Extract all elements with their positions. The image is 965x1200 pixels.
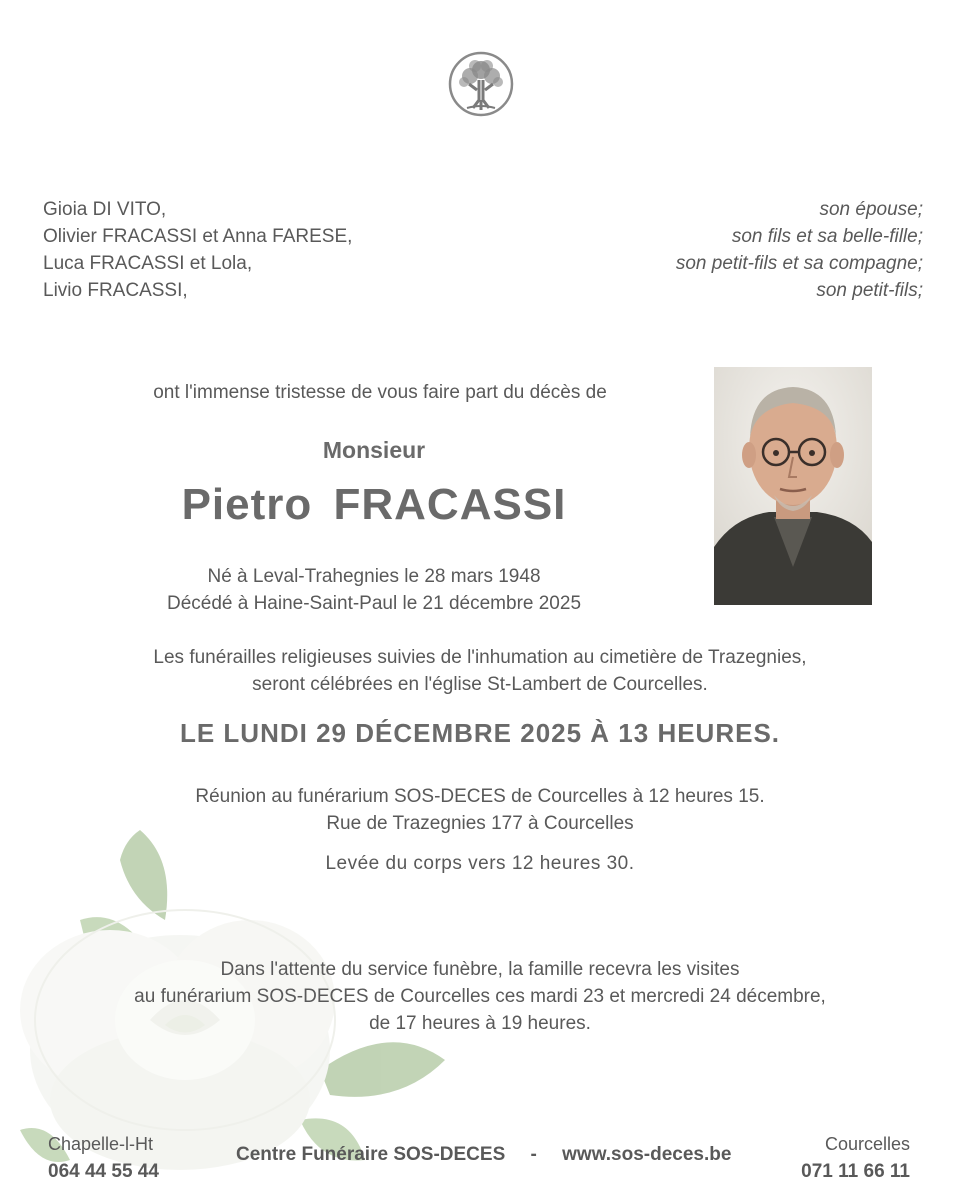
intro-text: ont l'immense tristesse de vous faire part du décès de — [153, 382, 607, 403]
visits-line: de 17 heures à 19 heures. — [369, 1013, 591, 1034]
office-town: Courcelles — [824, 1134, 910, 1154]
office-town: Chapelle-l-Ht — [48, 1134, 154, 1154]
death-line: Décédé à Haine-Saint-Paul le 21 décembre 2025 — [166, 593, 582, 614]
footer-separator: - — [530, 1144, 537, 1165]
birth-line: Né à Leval-Trahegnies le 28 mars 1948 — [207, 566, 541, 587]
family-member-relation: son fils et sa belle-fille; — [731, 226, 923, 247]
reunion-line: Réunion au funérarium SOS-DECES de Courcelles à 12 heures 15. — [195, 786, 765, 807]
tree-of-life-icon — [447, 50, 515, 118]
visits-line: Dans l'attente du service funèbre, la famille recevra les visites — [220, 959, 740, 980]
funeral-info — [40, 644, 920, 698]
life-dates — [60, 563, 688, 617]
family-row — [43, 277, 923, 304]
family-row — [43, 223, 923, 250]
family-member-relation: son petit-fils et sa compagne; — [675, 253, 923, 274]
funeral-line: Les funérailles religieuses suivies de l'inhumation au cimetière de Trazegnies, — [153, 647, 807, 668]
footer-company — [236, 1144, 731, 1166]
reunion-address: Rue de Trazegnies 177 à Courcelles — [326, 813, 634, 834]
visits-line: au funérarium SOS-DECES de Courcelles ces mardi 23 et mercredi 24 décembre, — [134, 986, 826, 1007]
family-list — [43, 196, 923, 304]
family-member-relation: son épouse; — [819, 199, 923, 220]
honorific-title: Monsieur — [322, 437, 426, 463]
family-member-name: Olivier FRACASSI et Anna FARESE, — [43, 226, 353, 247]
visits-info — [40, 956, 920, 1037]
family-member-name: Livio FRACASSI, — [43, 280, 188, 301]
deceased-name: Pietro FRACASSI — [181, 480, 567, 529]
family-member-name: Luca FRACASSI et Lola, — [43, 253, 253, 274]
family-member-name: Gioia DI VITO, — [43, 199, 167, 220]
ceremony-date: LE LUNDI 29 DÉCEMBRE 2025 À 13 HEURES. — [179, 718, 781, 748]
family-row — [43, 250, 923, 277]
office-phone: 071 11 66 11 — [801, 1161, 910, 1182]
company-name: Centre Funéraire SOS-DECES — [236, 1144, 506, 1165]
family-row — [43, 196, 923, 223]
body-removal-time: Levée du corps vers 12 heures 30. — [325, 853, 635, 874]
company-website[interactable]: www.sos-deces.be — [562, 1144, 732, 1165]
funeral-line: seront célébrées en l'église St-Lambert de Courcelles. — [252, 674, 708, 695]
footer-left-office — [48, 1134, 159, 1183]
footer-right-office — [790, 1134, 910, 1183]
office-phone: 064 44 55 44 — [48, 1161, 159, 1182]
family-member-relation: son petit-fils; — [816, 280, 923, 301]
portrait-photo — [714, 367, 872, 605]
